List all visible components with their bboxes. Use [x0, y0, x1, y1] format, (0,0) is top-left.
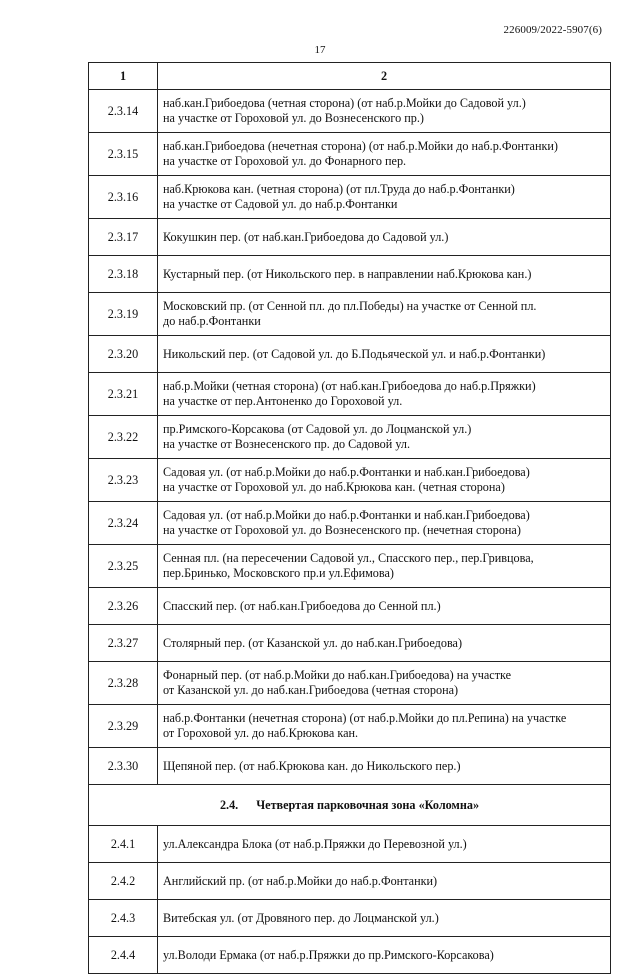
table-row — [89, 826, 611, 863]
row-description — [158, 256, 611, 293]
table-header-row — [89, 63, 611, 90]
row-number: 2.3.29 — [89, 705, 158, 748]
description-line: Садовая ул. (от наб.р.Мойки до наб.р.Фонтанки и наб.кан.Грибоедова) — [163, 465, 530, 479]
column-header-number: 1 — [89, 63, 158, 90]
table-row — [89, 459, 611, 502]
row-number: 2.3.20 — [89, 336, 158, 373]
description-line: ул.Володи Ермака (от наб.р.Пряжки до пр.Римского-Корсакова) — [163, 947, 494, 962]
scan-artifact — [0, 897, 640, 903]
description-line: Столярный пер. (от Казанской ул. до наб.кан.Грибоедова) — [163, 635, 463, 650]
row-description — [158, 219, 611, 256]
table-row — [89, 90, 611, 133]
description-line: наб.кан.Грибоедова (нечетная сторона) (от наб.р.Мойки до наб.р.Фонтанки) — [163, 139, 558, 153]
row-number: 2.4.2 — [89, 863, 158, 900]
row-number: 2.4.1 — [89, 826, 158, 863]
streets-table — [88, 62, 611, 974]
description-line: на участке от Гороховой ул. до Вознесенского пр. (нечетная сторона) — [163, 523, 521, 537]
row-number: 2.3.27 — [89, 625, 158, 662]
description-line: Кокушкин пер. (от наб.кан.Грибоедова до Садовой ул.) — [163, 229, 449, 244]
table-row — [89, 900, 611, 937]
zone-header — [89, 785, 611, 826]
description-line: Спасский пер. (от наб.кан.Грибоедова до Сенной пл.) — [163, 598, 441, 613]
description-line: Витебская ул. (от Дровяного пер. до Лоцманской ул.) — [163, 910, 439, 925]
row-number: 2.3.28 — [89, 662, 158, 705]
table-row — [89, 373, 611, 416]
row-number: 2.3.19 — [89, 293, 158, 336]
description-line: на участке от Вознесенского пр. до Садовой ул. — [163, 437, 411, 451]
table-row — [89, 133, 611, 176]
row-description — [158, 90, 611, 133]
description-line: от Гороховой ул. до наб.Крюкова кан. — [163, 726, 359, 740]
row-description — [158, 748, 611, 785]
row-description — [158, 937, 611, 974]
zone-title: Четвертая парковочная зона «Коломна» — [256, 797, 480, 812]
description-line: наб.кан.Грибоедова (четная сторона) (от наб.р.Мойки до Садовой ул.) — [163, 96, 526, 110]
document-number: 226009/2022-5907(6) — [503, 24, 602, 36]
column-header-description: 2 — [158, 63, 611, 90]
row-description — [158, 133, 611, 176]
row-number: 2.3.14 — [89, 90, 158, 133]
row-description — [158, 416, 611, 459]
description-line: Садовая ул. (от наб.р.Мойки до наб.р.Фонтанки и наб.кан.Грибоедова) — [163, 508, 530, 522]
description-line: на участке от Гороховой ул. до наб.Крюкова кан. (четная сторона) — [163, 480, 505, 494]
description-line: пер.Бринько, Московского пр.и ул.Ефимова) — [163, 566, 394, 580]
description-line: Московский пр. (от Сенной пл. до пл.Победы) на участке от Сенной пл. — [163, 299, 537, 313]
description-line: на участке от Садовой ул. до наб.р.Фонтанки — [163, 197, 398, 211]
description-line: пр.Римского-Корсакова (от Садовой ул. до Лоцманской ул.) — [163, 422, 472, 436]
row-number: 2.3.26 — [89, 588, 158, 625]
row-description — [158, 625, 611, 662]
row-description — [158, 662, 611, 705]
row-number: 2.3.16 — [89, 176, 158, 219]
description-line: Щепяной пер. (от наб.Крюкова кан. до Никольского пер.) — [163, 758, 461, 773]
row-number: 2.3.30 — [89, 748, 158, 785]
row-description — [158, 545, 611, 588]
row-description — [158, 459, 611, 502]
description-line: Английский пр. (от наб.р.Мойки до наб.р.Фонтанки) — [163, 873, 438, 888]
row-description — [158, 293, 611, 336]
row-description — [158, 176, 611, 219]
row-number: 2.3.24 — [89, 502, 158, 545]
table-row — [89, 748, 611, 785]
row-number: 2.3.22 — [89, 416, 158, 459]
description-line: наб.р.Фонтанки (нечетная сторона) (от наб.р.Мойки до пл.Репина) на участке — [163, 711, 567, 725]
description-line: Фонарный пер. (от наб.р.Мойки до наб.кан.Грибоедова) на участке — [163, 668, 512, 682]
description-line: на участке от Гороховой ул. до Фонарного пер. — [163, 154, 407, 168]
row-description — [158, 336, 611, 373]
zone-header-row — [89, 785, 611, 826]
table-row — [89, 662, 611, 705]
table-row — [89, 256, 611, 293]
row-number: 2.3.23 — [89, 459, 158, 502]
table-row — [89, 293, 611, 336]
description-line: Кустарный пер. (от Никольского пер. в направлении наб.Крюкова кан.) — [163, 266, 532, 281]
description-line: от Казанской ул. до наб.кан.Грибоедова (четная сторона) — [163, 683, 459, 697]
row-description — [158, 373, 611, 416]
row-number: 2.3.18 — [89, 256, 158, 293]
row-number: 2.3.25 — [89, 545, 158, 588]
page-number: 17 — [314, 44, 326, 56]
row-description — [158, 900, 611, 937]
row-number: 2.3.15 — [89, 133, 158, 176]
row-number: 2.3.21 — [89, 373, 158, 416]
description-line: наб.Крюкова кан. (четная сторона) (от пл.Труда до наб.р.Фонтанки) — [163, 182, 515, 196]
row-description — [158, 826, 611, 863]
description-line: ул.Александра Блока (от наб.р.Пряжки до Перевозной ул.) — [163, 836, 467, 851]
row-description — [158, 863, 611, 900]
description-line: Никольский пер. (от Садовой ул. до Б.Подьяческой ул. и наб.р.Фонтанки) — [163, 346, 546, 361]
row-description — [158, 588, 611, 625]
table-row — [89, 588, 611, 625]
zone-number: 2.4. — [219, 797, 239, 812]
row-number: 2.4.4 — [89, 937, 158, 974]
table-row — [89, 937, 611, 974]
description-line: на участке от Гороховой ул. до Вознесенского пр.) — [163, 111, 424, 125]
table-row — [89, 416, 611, 459]
row-number: 2.4.3 — [89, 900, 158, 937]
table-row — [89, 336, 611, 373]
table-row — [89, 625, 611, 662]
table-row — [89, 502, 611, 545]
table-row — [89, 705, 611, 748]
description-line: наб.р.Мойки (четная сторона) (от наб.кан.Грибоедова до наб.р.Пряжки) — [163, 379, 536, 393]
table-row — [89, 863, 611, 900]
row-number: 2.3.17 — [89, 219, 158, 256]
row-description — [158, 502, 611, 545]
description-line: на участке от пер.Антоненко до Гороховой ул. — [163, 394, 403, 408]
row-description — [158, 705, 611, 748]
table-row — [89, 176, 611, 219]
description-line: до наб.р.Фонтанки — [163, 314, 261, 328]
table-row — [89, 219, 611, 256]
table-row — [89, 545, 611, 588]
description-line: Сенная пл. (на пересечении Садовой ул., Спасского пер., пер.Гривцова, — [163, 551, 534, 565]
